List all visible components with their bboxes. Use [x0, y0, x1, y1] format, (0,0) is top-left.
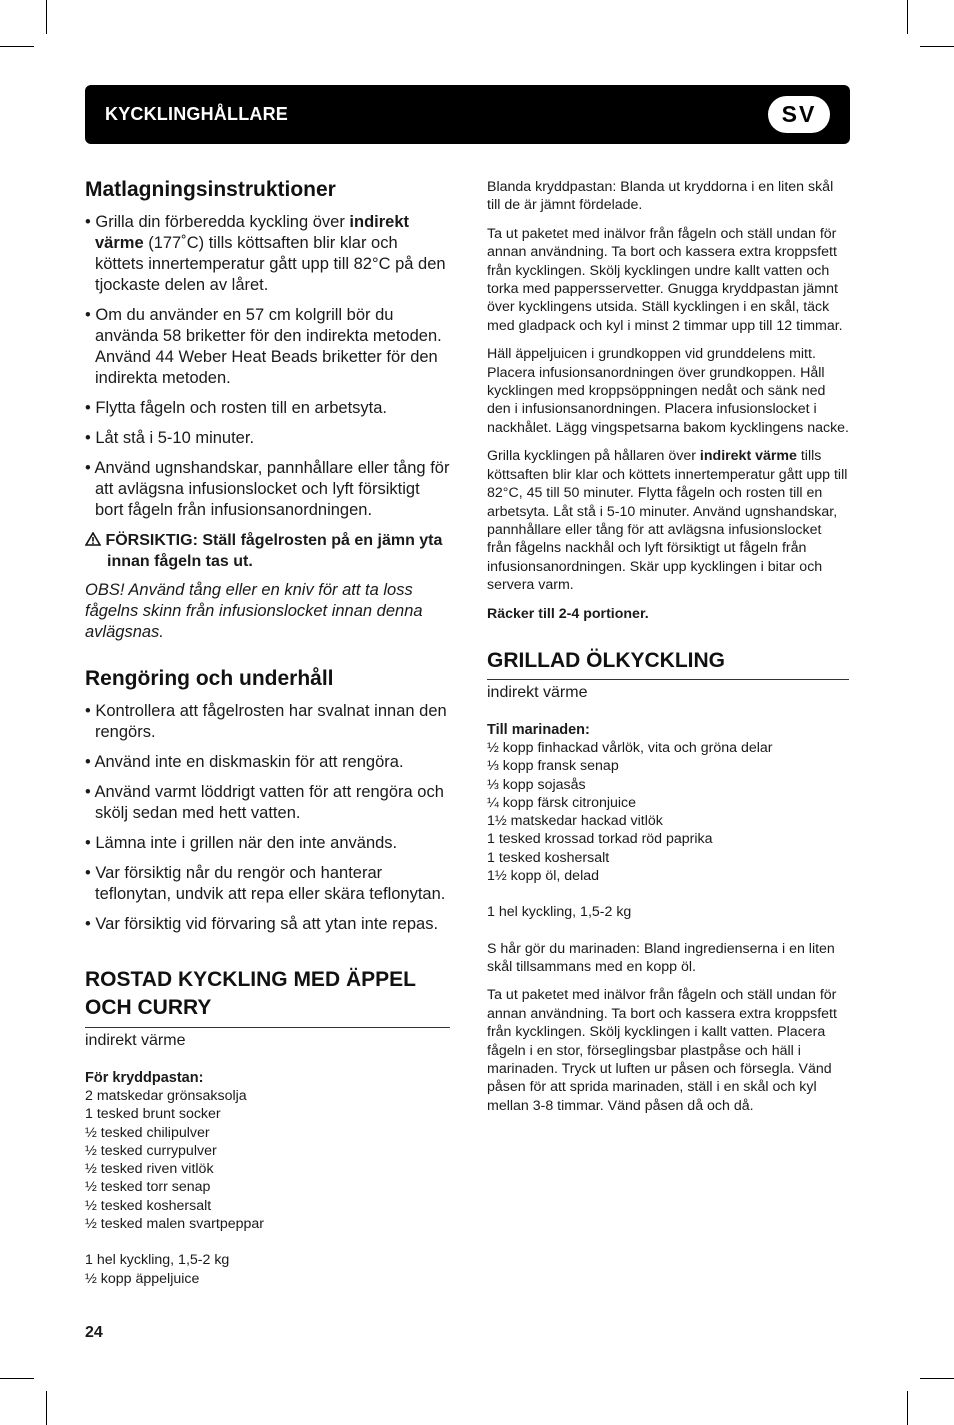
ingredient-item: ¼ kopp färsk citronjuice: [487, 794, 637, 811]
cooking-bullet: • Använd ugnshandskar, pannhållare eller tång för att avlägsna infusionslocket och lyft försiktigt bort fågeln från infusionsanordningen.: [85, 459, 450, 519]
ingredient-item: 1½ matskedar hackad vitlök: [487, 813, 663, 830]
instruction-paragraph: Blanda kryddpastan: Blanda ut kryddorna i en liten skål till de är jämnt fördelade.: [487, 179, 834, 214]
language-badge: SV: [768, 96, 830, 133]
ingredient-item: ⅓ kopp sojasås: [487, 776, 586, 793]
instruction-paragraph: Ta ut paketet med inälvor från fågeln och ställ undan för annan användning. Ta bort och kassera extra kroppsfett från kycklingen. Skölj kycklingen i kallt vatten. Placera fågeln i en stor, förseglingsbar plastpåse och häll i marinaden. Tryck ut luften ur påsen och försegla. Vänd påsen för att sprida marinaden, ställ i en skål och kyl mellan 3-8 timmar. Vänd påsen då och då.: [487, 987, 837, 1114]
serves-note: Räcker till 2-4 portioner.: [487, 605, 649, 622]
ingredient-item: 1 tesked koshersalt: [487, 849, 610, 866]
recipe-heading-rule: [85, 966, 450, 1028]
ingredient-item: 2 matskedar grönsaksolja: [85, 1088, 247, 1104]
warning-icon: [85, 532, 101, 546]
crop-mark: [46, 1391, 47, 1425]
crop-mark: [0, 1378, 34, 1379]
obs-note: OBS! Använd tång eller en kniv för att ta loss fågelns skinn från infusionslocket innan denna avlägsnas.: [85, 581, 423, 641]
ingredient-item: ½ kopp finhackad vårlök, vita och gröna delar: [487, 739, 773, 756]
cleaning-bullet: • Kontrollera att fågelrosten har svalnat innan den rengörs.: [85, 702, 447, 741]
cooking-bullet: • Låt stå i 5-10 minuter.: [85, 429, 255, 447]
recipe-subtitle: indirekt värme: [487, 683, 588, 701]
recipe-subtitle: indirekt värme: [85, 1032, 186, 1049]
cooking-bullet: • Flytta fågeln och rosten till en arbetsyta.: [85, 399, 388, 417]
cooking-instructions-heading: Matlagningsinstruktioner: [85, 178, 336, 201]
ingredient-item: ½ tesked koshersalt: [85, 1197, 212, 1214]
cleaning-bullet: • Lämna inte i grillen när den inte används.: [85, 834, 398, 852]
cooking-bullet: • Om du använder en 57 cm kolgrill bör du använda 58 briketter för den indirekta metoden. Använd 44 Weber Heat Beads briketter för den indirekta metoden.: [85, 306, 442, 387]
page-number: 24: [85, 1324, 103, 1341]
recipe-title: GRILLAD ÖLKYCKLING: [487, 648, 725, 672]
ingredient-item: ½ tesked malen svartpeppar: [85, 1216, 265, 1233]
ingredient-item: ⅓ kopp fransk senap: [487, 758, 619, 775]
crop-mark: [920, 46, 954, 47]
crop-mark: [0, 46, 34, 47]
crop-mark: [46, 0, 47, 34]
section-title: KYCKLINGHÅLLARE: [105, 104, 288, 124]
ingredient-item: ½ kopp äppeljuice: [85, 1270, 200, 1287]
instruction-paragraph: Ta ut paketet med inälvor från fågeln och ställ undan för annan användning. Ta bort och kassera extra kroppsfett från kycklingen. Skölj kycklingen undre kallt vatten och torka med pappersservetter. Gnugga kryddpastan jämnt över kycklingens utsida. Ställ kycklingen i en skål, täck med gladpack och kyl i minst 2 timmar upp till 12 timmar.: [487, 225, 843, 334]
ingredient-item: 1 tesked brunt socker: [85, 1106, 221, 1123]
recipe-title: ROSTAD KYCKLING MED ÄPPEL OCH CURRY: [85, 968, 416, 1019]
ingredients-heading: Till marinaden:: [487, 721, 590, 738]
left-column: [85, 178, 450, 1288]
cooking-bullet: • Grilla din förberedda kyckling över indirekt värme (177˚C) tills köttsaften blir klar och köttets innertemperatur gått upp till 82°C på den tjockaste delen av låret.: [85, 213, 446, 294]
instruction-paragraph: Grilla kycklingen på hållaren över indirekt värme tills köttsaften blir klar och köttets innertemperatur gått upp till 82°C, 45 till 50 minuter. Flytta fågeln och rosten till en arbetsyta. Låt stå i 5-10 minuter. Använd ugnshandskar, pannhållare eller tång för att avlägsna infusionslocket från fågelns nackhål och lyft försiktigt ut fågeln från infusionsanordningen. Skär upp kycklingen i bitar och servera varm.: [487, 448, 848, 594]
crop-mark: [907, 1391, 908, 1425]
instruction-paragraph: S hår gör du marinaden: Bland ingredienserna i en liten skål tillsammans med en kopp öl.: [487, 940, 835, 976]
ingredient-item: 1 hel kyckling, 1,5-2 kg: [85, 1252, 230, 1269]
cleaning-bullet: • Använd varmt löddrigt vatten för att rengöra och skölj sedan med hett vatten.: [85, 783, 444, 822]
instruction-paragraph: Häll äppeljuicen i grundkoppen vid grunddelens mitt. Placera infusionsanordningen över grundkoppen. Håll kycklingen med kroppsöppningen nedåt och sänk ned den i infusionsanordningen. Placera infusionslocket i nackhålet. Lägg vingspetsarna bakom kycklingens nacke.: [487, 346, 849, 436]
cleaning-bullet: • Var försiktig når du rengör och hanterar teflonytan, undvik att repa eller skära teflonytan.: [85, 864, 446, 903]
ingredient-item: 1 tesked krossad torkad röd paprika: [487, 831, 713, 848]
crop-mark: [907, 0, 908, 34]
ingredient-item: ½ tesked currypulver: [85, 1142, 217, 1159]
ingredient-item: ½ tesked torr senap: [85, 1179, 211, 1196]
section-header-bar: [85, 85, 850, 144]
ingredient-item: 1 hel kyckling, 1,5-2 kg: [487, 904, 632, 921]
cleaning-bullet: • Använd inte en diskmaskin för att rengöra.: [85, 753, 404, 771]
recipe-heading-rule: [487, 647, 849, 680]
cleaning-bullet: • Var försiktig vid förvaring så att ytan inte repas.: [85, 915, 439, 933]
ingredients-heading: För kryddpastan:: [85, 1070, 204, 1086]
cleaning-heading: Rengöring och underhåll: [85, 667, 334, 690]
ingredient-item: 1½ kopp öl, delad: [487, 868, 600, 885]
ingredient-item: ½ tesked riven vitlök: [85, 1161, 214, 1178]
right-column: [487, 178, 849, 1125]
caution-note: FÖRSIKTIG: Ställ fågelrosten på en jämn yta innan fågeln tas ut.: [85, 530, 450, 572]
crop-mark: [920, 1378, 954, 1379]
ingredient-item: ½ tesked chilipulver: [85, 1124, 210, 1141]
